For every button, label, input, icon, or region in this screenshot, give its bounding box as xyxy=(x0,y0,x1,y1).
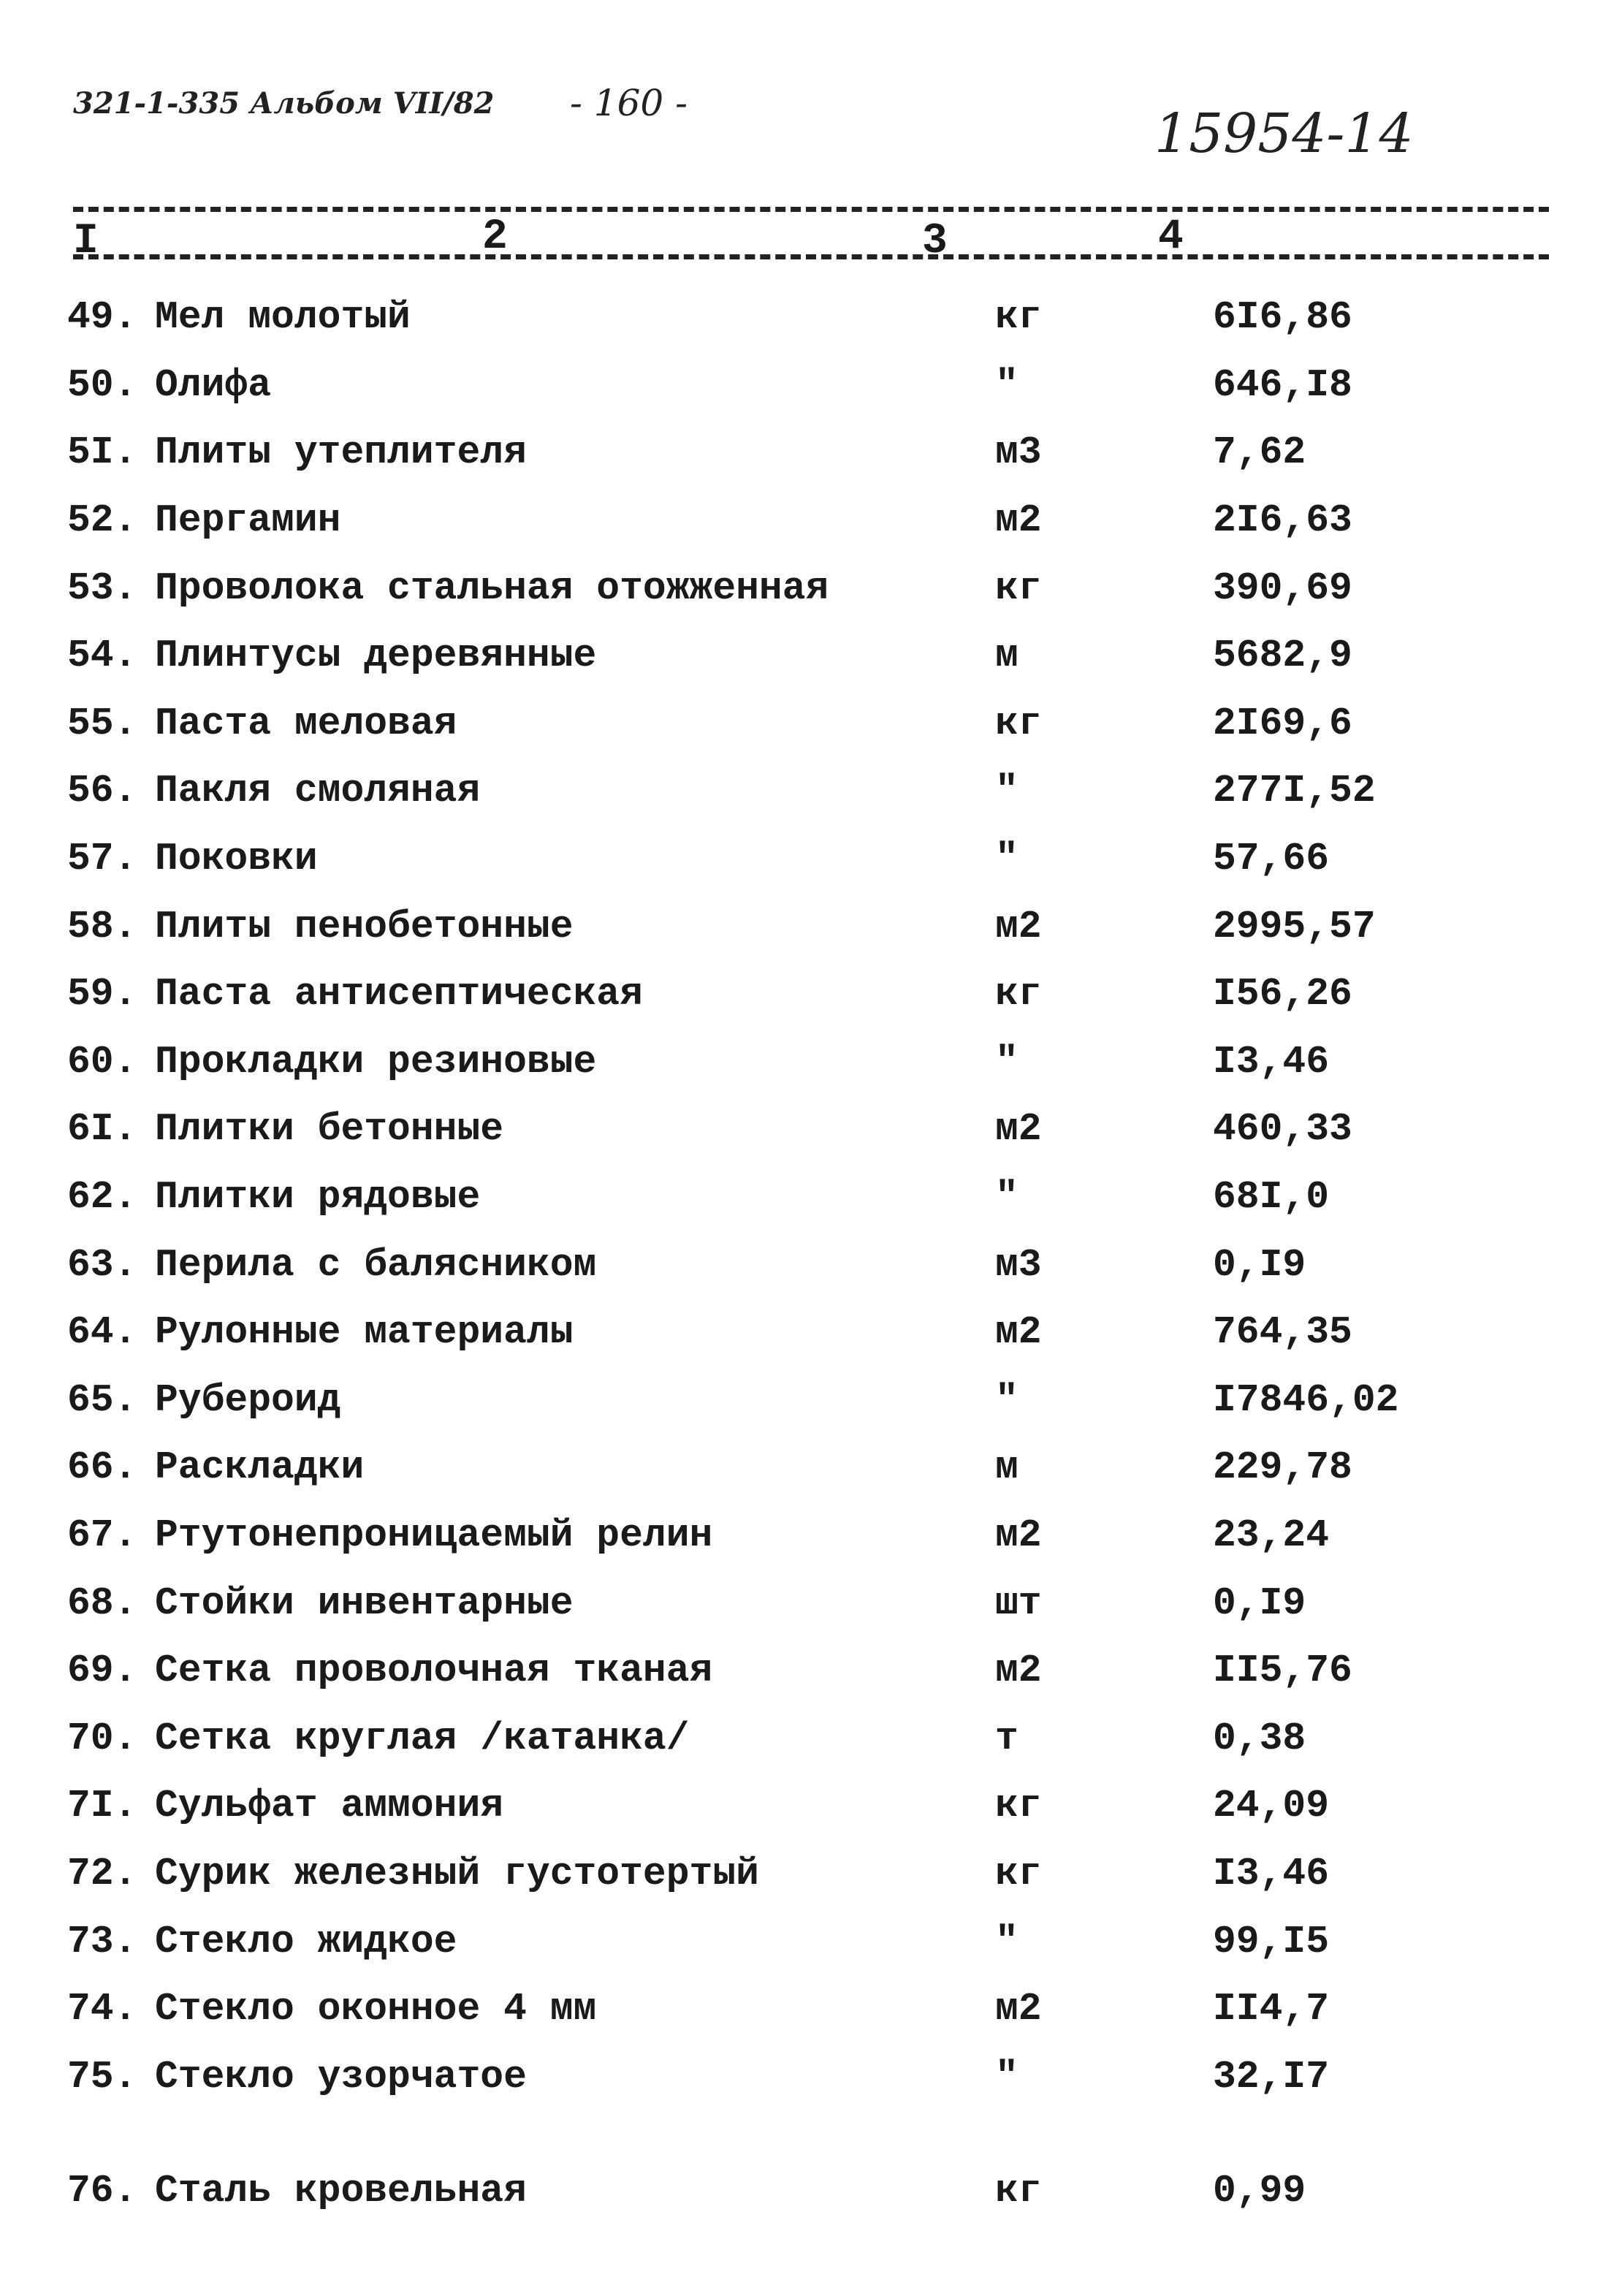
table-row xyxy=(67,1028,1578,1096)
unit: м3 xyxy=(995,430,1042,475)
quantity: I3,46 xyxy=(1213,1851,1330,1896)
table-row xyxy=(67,1569,1578,1637)
row-number: 62. xyxy=(67,1175,137,1220)
material-name: Плиты утеплителя xyxy=(155,430,527,475)
row-number: 57. xyxy=(67,837,137,881)
quantity: 0,I9 xyxy=(1213,1242,1306,1287)
material-name: Плинтусы деревянные xyxy=(155,634,597,678)
material-name: Пакля смоляная xyxy=(155,769,481,813)
row-number: 70. xyxy=(67,1716,137,1760)
table-row xyxy=(67,419,1578,487)
column-header-2: 2 xyxy=(482,213,508,261)
quantity: 646,I8 xyxy=(1213,362,1352,407)
table-row xyxy=(67,1095,1578,1163)
material-name: Ртутонепроницаемый релин xyxy=(155,1513,713,1557)
table-row xyxy=(67,1637,1578,1705)
unit: кг xyxy=(995,2169,1042,2213)
table-row xyxy=(67,757,1578,825)
row-number: 64. xyxy=(67,1310,137,1355)
table-row xyxy=(67,1907,1578,1975)
column-header-4: 4 xyxy=(1158,213,1184,261)
quantity: I7846,02 xyxy=(1213,1377,1399,1422)
row-number: 68. xyxy=(67,1581,137,1625)
unit: " xyxy=(995,1377,1018,1422)
table-row xyxy=(67,1434,1578,1502)
material-name: Плитки бетонные xyxy=(155,1107,504,1152)
material-name: Прокладки резиновые xyxy=(155,1039,597,1084)
column-header-3: 3 xyxy=(922,218,948,265)
quantity: 7,62 xyxy=(1213,430,1306,475)
table-row xyxy=(67,554,1578,622)
table-row xyxy=(67,1502,1578,1570)
table-row xyxy=(67,1231,1578,1299)
unit: шт xyxy=(995,1581,1042,1625)
quantity: 229,78 xyxy=(1213,1445,1352,1490)
table-row xyxy=(67,1163,1578,1231)
row-number: 54. xyxy=(67,634,137,678)
quantity: 23,24 xyxy=(1213,1513,1330,1557)
material-name: Пергамин xyxy=(155,498,341,543)
material-name: Мел молотый xyxy=(155,295,411,340)
table-row xyxy=(67,825,1578,893)
unit: " xyxy=(995,1039,1018,1084)
material-name: Сетка проволочная тканая xyxy=(155,1649,713,1693)
unit: кг xyxy=(995,701,1042,745)
material-name: Рубероид xyxy=(155,1377,341,1422)
quantity: 2I69,6 xyxy=(1213,701,1352,745)
unit: кг xyxy=(995,566,1042,610)
unit: " xyxy=(995,769,1018,813)
material-name: Паста антисептическая xyxy=(155,972,643,1016)
table-row xyxy=(67,892,1578,960)
row-number: 67. xyxy=(67,1513,137,1557)
quantity: 460,33 xyxy=(1213,1107,1352,1152)
row-number: 76. xyxy=(67,2169,137,2213)
quantity: 5682,9 xyxy=(1213,634,1352,678)
unit: м xyxy=(995,1445,1018,1490)
unit: м xyxy=(995,634,1018,678)
row-number: 63. xyxy=(67,1242,137,1287)
quantity: 0,I9 xyxy=(1213,1581,1306,1625)
table-row xyxy=(67,1704,1578,1772)
quantity: 2995,57 xyxy=(1213,904,1376,949)
header-divider-top xyxy=(73,207,1549,212)
unit: " xyxy=(995,837,1018,881)
document-number: 15954-14 xyxy=(1154,102,1414,165)
quantity: II4,7 xyxy=(1213,1987,1330,2031)
table-row xyxy=(67,351,1578,419)
unit: м2 xyxy=(995,1513,1042,1557)
row-number: 65. xyxy=(67,1377,137,1422)
unit: м2 xyxy=(995,1310,1042,1355)
row-number: 53. xyxy=(67,566,137,610)
material-name: Поковки xyxy=(155,837,318,881)
material-name: Стекло оконное 4 мм xyxy=(155,1987,597,2031)
material-name: Проволока стальная отожженная xyxy=(155,566,829,610)
row-number: 55. xyxy=(67,701,137,745)
material-name: Рулонные материалы xyxy=(155,1310,574,1355)
row-number: 6I. xyxy=(67,1107,137,1152)
quantity: 390,69 xyxy=(1213,566,1352,610)
table-row xyxy=(67,622,1578,690)
row-number: 58. xyxy=(67,904,137,949)
row-number: 69. xyxy=(67,1649,137,1693)
row-number: 52. xyxy=(67,498,137,543)
column-header-1: I xyxy=(73,218,99,265)
quantity: I3,46 xyxy=(1213,1039,1330,1084)
row-number: 56. xyxy=(67,769,137,813)
row-number: 59. xyxy=(67,972,137,1016)
table-row xyxy=(67,2042,1578,2110)
quantity: 2I6,63 xyxy=(1213,498,1352,543)
unit: кг xyxy=(995,1851,1042,1896)
row-number: 74. xyxy=(67,1987,137,2031)
table-row xyxy=(67,487,1578,555)
table-row xyxy=(67,2110,1578,2227)
table-row xyxy=(67,1772,1578,1840)
quantity: 0,99 xyxy=(1213,2169,1306,2213)
document-code: 321-1-335 Альбом VII/82 xyxy=(73,86,495,121)
material-name: Стекло жидкое xyxy=(155,1919,457,1964)
table-row xyxy=(67,960,1578,1028)
unit: " xyxy=(995,1919,1018,1964)
table-row xyxy=(67,1975,1578,2043)
unit: м3 xyxy=(995,1242,1042,1287)
row-number: 72. xyxy=(67,1851,137,1896)
row-number: 66. xyxy=(67,1445,137,1490)
material-name: Олифа xyxy=(155,362,272,407)
row-number: 7I. xyxy=(67,1784,137,1828)
material-name: Перила с балясником xyxy=(155,1242,597,1287)
quantity: 24,09 xyxy=(1213,1784,1330,1828)
material-name: Сурик железный густотертый xyxy=(155,1851,759,1896)
row-number: 73. xyxy=(67,1919,137,1964)
unit: кг xyxy=(995,1784,1042,1828)
table-row xyxy=(67,1299,1578,1366)
page-number: - 160 - xyxy=(570,82,688,124)
quantity: 0,38 xyxy=(1213,1716,1306,1760)
quantity: II5,76 xyxy=(1213,1649,1352,1693)
unit: м2 xyxy=(995,1987,1042,2031)
unit: кг xyxy=(995,972,1042,1016)
row-number: 50. xyxy=(67,362,137,407)
row-number: 49. xyxy=(67,295,137,340)
quantity: 277I,52 xyxy=(1213,769,1376,813)
material-name: Плитки рядовые xyxy=(155,1175,481,1220)
quantity: I56,26 xyxy=(1213,972,1352,1016)
unit: " xyxy=(995,2054,1018,2099)
unit: кг xyxy=(995,295,1042,340)
unit: м2 xyxy=(995,904,1042,949)
unit: " xyxy=(995,362,1018,407)
material-name: Сульфат аммония xyxy=(155,1784,504,1828)
material-name: Раскладки xyxy=(155,1445,365,1490)
material-name: Стекло узорчатое xyxy=(155,2054,527,2099)
material-name: Сетка круглая /катанка/ xyxy=(155,1716,690,1760)
quantity: 764,35 xyxy=(1213,1310,1352,1355)
material-name: Паста меловая xyxy=(155,701,457,745)
material-name: Стойки инвентарные xyxy=(155,1581,574,1625)
table-row xyxy=(67,1840,1578,1908)
table-row xyxy=(67,284,1578,351)
quantity: 6I6,86 xyxy=(1213,295,1352,340)
material-name: Плиты пенобетонные xyxy=(155,904,574,949)
unit: м2 xyxy=(995,498,1042,543)
unit: м2 xyxy=(995,1649,1042,1693)
unit: " xyxy=(995,1175,1018,1220)
unit: т xyxy=(995,1716,1018,1760)
row-number: 60. xyxy=(67,1039,137,1084)
quantity: 68I,0 xyxy=(1213,1175,1330,1220)
materials-table xyxy=(67,284,1578,2227)
quantity: 32,I7 xyxy=(1213,2054,1330,2099)
row-number: 75. xyxy=(67,2054,137,2099)
quantity: 57,66 xyxy=(1213,837,1330,881)
unit: м2 xyxy=(995,1107,1042,1152)
material-name: Сталь кровельная xyxy=(155,2169,527,2213)
table-row xyxy=(67,1366,1578,1434)
header-divider-bottom xyxy=(73,254,1549,259)
row-number: 5I. xyxy=(67,430,137,475)
table-row xyxy=(67,690,1578,758)
quantity: 99,I5 xyxy=(1213,1919,1330,1964)
